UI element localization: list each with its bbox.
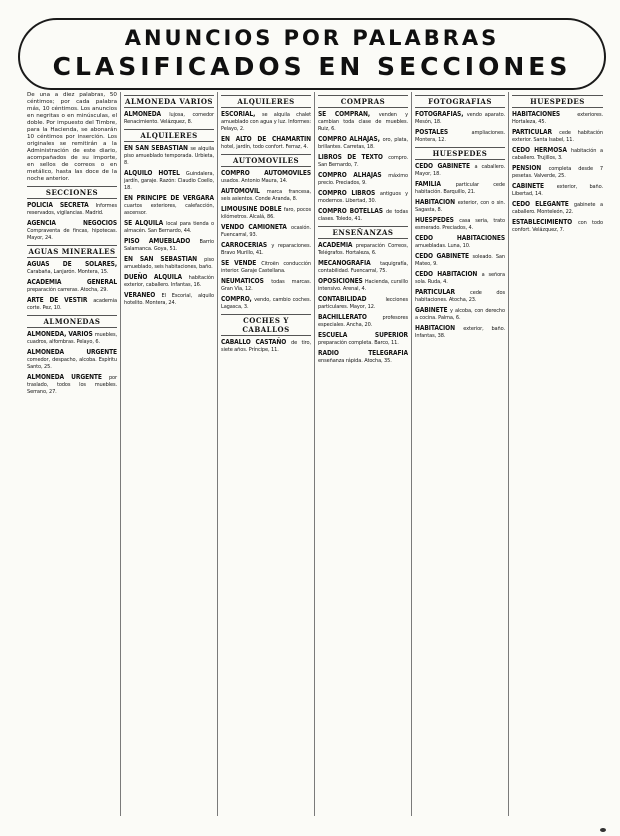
masthead-line-1: ANUNCIOS POR PALABRAS: [124, 26, 500, 50]
ad-text: con todo confort. Velázquez, 7.: [512, 220, 603, 233]
ad-text: exterior, baño. Libertad, 14.: [512, 184, 604, 197]
ad-text: muebles, cuadros, alfombras. Pelayo, 6.: [27, 332, 117, 345]
ad-lead: RADIO TELEGRAFIA: [318, 349, 408, 357]
ad-text: exteriores. Hortaleza, 45.: [512, 112, 603, 125]
classified-ad: [415, 253, 505, 268]
classified-ad: [415, 181, 505, 196]
ad-lead: HUESPEDES: [415, 216, 460, 224]
ad-text: profesores especiales. Ancha, 20.: [318, 315, 408, 328]
classified-ad: [221, 136, 311, 151]
ad-lead: COMPRO LIBROS: [318, 189, 380, 197]
classified-ad: [124, 220, 214, 235]
classified-ad: [27, 261, 117, 276]
classified-ad: [318, 136, 408, 151]
ad-column: [121, 92, 218, 816]
ad-text: cede habitación exterior. Santa Isabel, 11.: [512, 130, 603, 143]
ad-text: compro. San Bernardo, 7.: [318, 155, 408, 168]
ad-lead: CONTABILIDAD: [318, 295, 386, 303]
ad-text: y alcoba, con derecho a cocina. Palma, 6.: [415, 308, 505, 321]
classified-ad: [221, 188, 311, 203]
classified-ad: [27, 374, 117, 396]
ad-lead: ALMONEDA URGENTE: [27, 348, 117, 356]
ad-text: casa seria, trato esmerado. Preciados, 4.: [415, 218, 505, 231]
ad-lead: LIMOUSINE DOBLE: [221, 205, 284, 213]
ad-lead: PARTICULAR: [512, 128, 560, 136]
ad-text: vendo, cambio coches. Lagasca, 3.: [221, 297, 311, 310]
classified-ad: [318, 111, 408, 133]
classified-ad: [512, 219, 603, 234]
section-heading: ALQUILERES: [221, 95, 311, 108]
ad-lead: AUTOMOVIL: [221, 187, 267, 195]
section-heading: ALMONEDA VARIOS: [125, 97, 213, 106]
section-heading: ALQUILERES: [124, 129, 214, 142]
ad-lead: CEDO HERMOSA: [512, 146, 571, 154]
section-heading: SECCIONES: [27, 186, 117, 199]
ad-lead: COMPRO AUTOMOVILES: [221, 169, 311, 177]
ad-text: amuebladas. Luna, 10.: [415, 243, 471, 249]
ad-lead: COMPRO ALHAJAS: [318, 171, 389, 179]
ad-lead: NEUMATICOS: [221, 277, 272, 285]
ad-lead: CEDO HABITACIONES: [415, 234, 505, 242]
ad-text: enseñanza rápida. Atocha, 35.: [318, 358, 392, 364]
ad-lead: AGUAS DE SOLARES,: [27, 260, 117, 268]
ad-lead: COMPRO BOTELLAS: [318, 207, 386, 215]
ad-lead: ARTE DE VESTIR: [27, 296, 94, 304]
classified-ad: [221, 224, 311, 239]
ad-lead: PISO AMUEBLADO: [124, 237, 200, 245]
ad-lead: COMPRO,: [221, 295, 255, 303]
ad-lead: CEDO GABINETE: [415, 252, 473, 260]
ad-text: se alquila chalet amueblado con agua y luz. Informes: Pelayo, 2.: [221, 112, 311, 132]
ad-text: máximo precio. Preciados, 9.: [318, 173, 408, 186]
classified-ad: [415, 271, 505, 286]
section-heading: AUTOMOVILES: [221, 154, 311, 167]
classified-ad: [318, 242, 408, 257]
ad-lead: ALMONEDA URGENTE: [27, 373, 109, 381]
ad-column: [412, 92, 509, 816]
classified-ad: [415, 199, 505, 214]
classified-ad: [221, 242, 311, 257]
classified-ad: [318, 296, 408, 311]
ad-lead: ALMONEDA: [124, 110, 170, 118]
classified-ad: [124, 145, 214, 167]
ad-text: ampliaciones. Montera, 12.: [415, 130, 505, 143]
ad-lead: CARROCERIAS: [221, 241, 272, 249]
ad-lead: EN SAN SEBASTIAN: [124, 144, 191, 152]
ad-lead: SE COMPRAN,: [318, 110, 379, 118]
ad-lead: POSTALES: [415, 128, 472, 136]
ad-lead: FOTOGRAFIAS,: [415, 110, 467, 118]
ad-lead: SE VENDE: [221, 259, 262, 267]
classified-ad: [124, 170, 214, 192]
ad-text: marca francesa, seis asientos. Conde Aranda, 8.: [221, 189, 311, 202]
ad-text: academia corte. Pez, 10.: [27, 298, 117, 311]
ad-text: habitación exterior, caballero. Infantas, 16.: [124, 275, 214, 288]
ad-text: vendo aparato. Mesón, 18.: [415, 112, 505, 125]
classified-ad: [221, 339, 311, 354]
ad-text: completa desde 7 pesetas. Valverde, 25.: [512, 166, 603, 179]
classified-ad: [318, 172, 408, 187]
ad-text: preparación carreras. Atocha, 29.: [27, 287, 108, 293]
classified-ad: [124, 238, 214, 253]
ad-text: Hacienda, cursillo intensivo. Arenal, 4.: [318, 279, 408, 292]
ad-lead: EN SAN SEBASTIAN: [124, 255, 205, 263]
ad-lead: PENSION: [512, 164, 549, 172]
ad-lead: HABITACIONES: [512, 110, 578, 118]
ad-lead: HABITACION: [415, 198, 458, 206]
ad-text: exterior, con o sin. Sagasta, 8.: [415, 200, 505, 213]
ad-lead: VERANEO: [124, 291, 162, 299]
ad-column: [24, 92, 121, 816]
ad-text: particular cede habitación. Barquillo, 21.: [415, 182, 506, 195]
ad-text: de todas clases. Toledo, 41.: [318, 209, 409, 222]
classified-ad: [318, 350, 408, 365]
ad-text: Citroën conducción interior. Garaje Castellana.: [221, 261, 311, 274]
ad-lead: ESCUELA SUPERIOR: [318, 331, 408, 339]
ad-column: [218, 92, 315, 816]
ad-lead: BACHILLERATO: [318, 313, 383, 321]
ad-column: [509, 92, 606, 816]
ad-text: soleado. San Mateo, 9.: [415, 254, 506, 267]
ad-text: ocasión. Fuencarral, 93.: [221, 225, 311, 238]
classified-ad: [27, 349, 117, 371]
ad-text: por traslado, todos los muebles. Serrano, 27.: [27, 375, 117, 395]
classified-ad: [512, 129, 603, 144]
ad-text: a caballero. Mayor, 18.: [415, 164, 506, 177]
ad-text: cede dos habitaciones. Atocha, 23.: [415, 290, 505, 303]
section-heading: FOTOGRAFIAS: [415, 95, 505, 108]
classified-ad: [415, 163, 505, 178]
section-heading: COMPRAS: [318, 95, 408, 108]
classified-ad: [27, 279, 117, 294]
ad-lead: POLICIA SECRETA: [27, 201, 96, 209]
ad-lead: CEDO ELEGANTE: [512, 200, 574, 208]
classified-ad: [512, 183, 603, 198]
ad-lead: EN PRINCIPE DE VERGARA: [124, 194, 214, 202]
ad-text: piso amueblado, seis habitaciones, baño.: [124, 257, 214, 270]
ad-lead: ACADEMIA GENERAL: [27, 278, 117, 286]
ad-text: faro, pocos kilómetros. Alcalá, 86.: [221, 207, 311, 220]
classified-ad: [512, 201, 603, 216]
ad-text: y reparaciones. Bravo Murillo, 41.: [221, 243, 311, 256]
classified-ad: [124, 256, 214, 271]
section-heading: HUESPEDES: [512, 95, 603, 108]
classified-ad: [27, 297, 117, 312]
classified-ad: [27, 202, 117, 217]
ad-text: cuartos exteriores, calefacción, ascensor.: [124, 203, 214, 216]
ad-lead: AGENCIA NEGOCIOS: [27, 219, 117, 227]
ad-lead: FAMILIA: [415, 180, 456, 188]
ad-text: local para tienda o almacén. San Bernardo, 44.: [124, 221, 214, 234]
classified-ad: [27, 220, 117, 242]
ad-text: taquigrafía, contabilidad. Fuencarral, 75.: [318, 261, 408, 274]
ad-lead: MECANOGRAFIA: [318, 259, 381, 267]
classified-ad: [512, 165, 603, 180]
classified-ad: [221, 278, 311, 293]
ad-text: se alquila piso amueblado temporada. Urbieta, 8.: [124, 146, 214, 166]
classified-ad: [318, 208, 408, 223]
classified-ad: [415, 235, 505, 250]
ad-lead: DUEÑO ALQUILA: [124, 273, 189, 281]
ad-text: venden y cambian toda clase de muebles. Ruiz, 6.: [318, 112, 409, 132]
section-heading: COCHES Y CABALLOS: [221, 314, 311, 336]
ad-text: hotel, jardín, todo confort. Ferraz, 4.: [221, 144, 308, 150]
ad-text: lecciones particulares. Mayor, 12.: [318, 297, 408, 310]
classified-ad: [221, 206, 311, 221]
ad-lead: ESTABLECIMIENTO: [512, 218, 578, 226]
classified-ad: [27, 331, 117, 346]
ad-text: preparación Correos, Telégrafos. Hortaleza, 6.: [318, 243, 408, 256]
classified-ad: [512, 111, 603, 126]
masthead-line-2: CLASIFICADOS EN SECCIONES: [52, 52, 572, 81]
section-heading: HUESPEDES: [415, 147, 505, 160]
ad-lead: CABALLO CASTAÑO: [221, 338, 292, 346]
classified-ad: [124, 274, 214, 289]
ad-columns: [24, 92, 608, 816]
ad-text: exterior, baño. Infantas, 38.: [415, 326, 505, 339]
section-heading: AGUAS MINERALES: [28, 247, 116, 256]
ad-text: a señora sola. Ruda, 4.: [415, 272, 505, 285]
ad-text: gabinete a caballero. Monteleón, 22.: [512, 202, 603, 215]
ad-lead: GABINETE: [415, 306, 451, 314]
classified-ad: [318, 314, 408, 329]
ad-text: todas marcas. Gran Vía, 12.: [221, 279, 311, 292]
classified-ad: [221, 170, 311, 185]
classified-ad: [221, 260, 311, 275]
ad-text: habitación a caballero. Trujillos, 3.: [512, 148, 603, 161]
ad-lead: CABINETE: [512, 182, 557, 190]
ad-text: antiguos y modernos. Libertad, 30.: [318, 191, 408, 204]
ad-text: Guindalera, jardín, garaje. Razón: Claudio Coello, 18.: [124, 171, 214, 191]
ad-lead: LIBROS DE TEXTO: [318, 153, 389, 161]
classified-ad: [415, 111, 505, 126]
ad-text: Informes reservados, vigilancias. Madrid.: [27, 203, 117, 216]
page-mark: [600, 828, 606, 832]
classified-ad: [415, 217, 505, 232]
classified-ad: [415, 129, 505, 144]
classified-ad: [415, 307, 505, 322]
ad-text: Barrio Salamanca. Goya, 51.: [124, 239, 214, 252]
classified-ad: [318, 278, 408, 293]
ad-lead: CEDO HABITACION: [415, 270, 482, 278]
classified-ad: [318, 260, 408, 275]
classified-ad: [221, 111, 311, 133]
ad-text: El Escorial, alquilo hotelito. Montera, 24.: [124, 293, 214, 306]
ad-lead: ALMONEDA, VARIOS: [27, 330, 95, 338]
classified-ad: [124, 111, 214, 126]
ad-lead: PARTICULAR: [415, 288, 471, 296]
rates-notice: De una a diez palabras, 50 céntimos; por cada palabra más, 10 céntimos. Los anuncios en negritas o en minúsculas, el doble. Por impuesto del Timbre, para la Hacienda, se abonarán 10 céntimos por inserción. Los originales se remitirán a la Administración de este diario, acompañados de su importe, en sellos de correos o en metálico, hasta las doce de la noche anterior.: [27, 92, 117, 182]
ad-lead: ACADEMIA: [318, 241, 356, 249]
masthead: [18, 18, 606, 90]
ad-text: preparación completa. Barco, 11.: [318, 340, 399, 346]
ad-column: [315, 92, 412, 816]
ad-lead: ESCORIAL,: [221, 110, 262, 118]
ad-lead: SE ALQUILA: [124, 219, 167, 227]
ad-text: Carabaña, Lanjarón. Montera, 15.: [27, 269, 109, 275]
classified-ad: [124, 195, 214, 217]
ad-lead: OPOSICIONES: [318, 277, 365, 285]
ad-lead: COMPRO ALHAJAS,: [318, 135, 383, 143]
classified-ad: [221, 296, 311, 311]
ad-lead: ALQUILO HOTEL: [124, 169, 186, 177]
classified-ad: [415, 289, 505, 304]
classified-ad: [318, 332, 408, 347]
ad-lead: VENDO CAMIONETA: [221, 223, 291, 231]
section-heading: ALMONEDAS: [27, 315, 117, 328]
ad-text: usados. Antonio Maura, 14.: [221, 178, 288, 184]
ad-text: lujosa, comedor Renacimiento. Velázquez, 8.: [124, 112, 214, 125]
ad-lead: EN ALTO DE CHAMARTIN: [221, 135, 311, 143]
ad-text: comedor, despacho, alcoba. Espíritu Santo, 25.: [27, 357, 117, 370]
classified-ad: [318, 190, 408, 205]
section-heading: ENSEÑANZAS: [318, 226, 408, 239]
ad-lead: CEDO GABINETE: [415, 162, 475, 170]
classified-ad: [415, 325, 505, 340]
classified-ad: [124, 292, 214, 307]
classified-ad: [512, 147, 603, 162]
ad-text: de tiro, siete años. Príncipe, 11.: [221, 340, 311, 353]
classified-ad: [318, 154, 408, 169]
ad-text: oro, plata, brillantes. Carretas, 18.: [318, 137, 408, 150]
ad-text: Compraventa de fincas, hipotecas. Mayor, 24.: [27, 228, 117, 241]
ad-lead: HABITACION: [415, 324, 464, 332]
